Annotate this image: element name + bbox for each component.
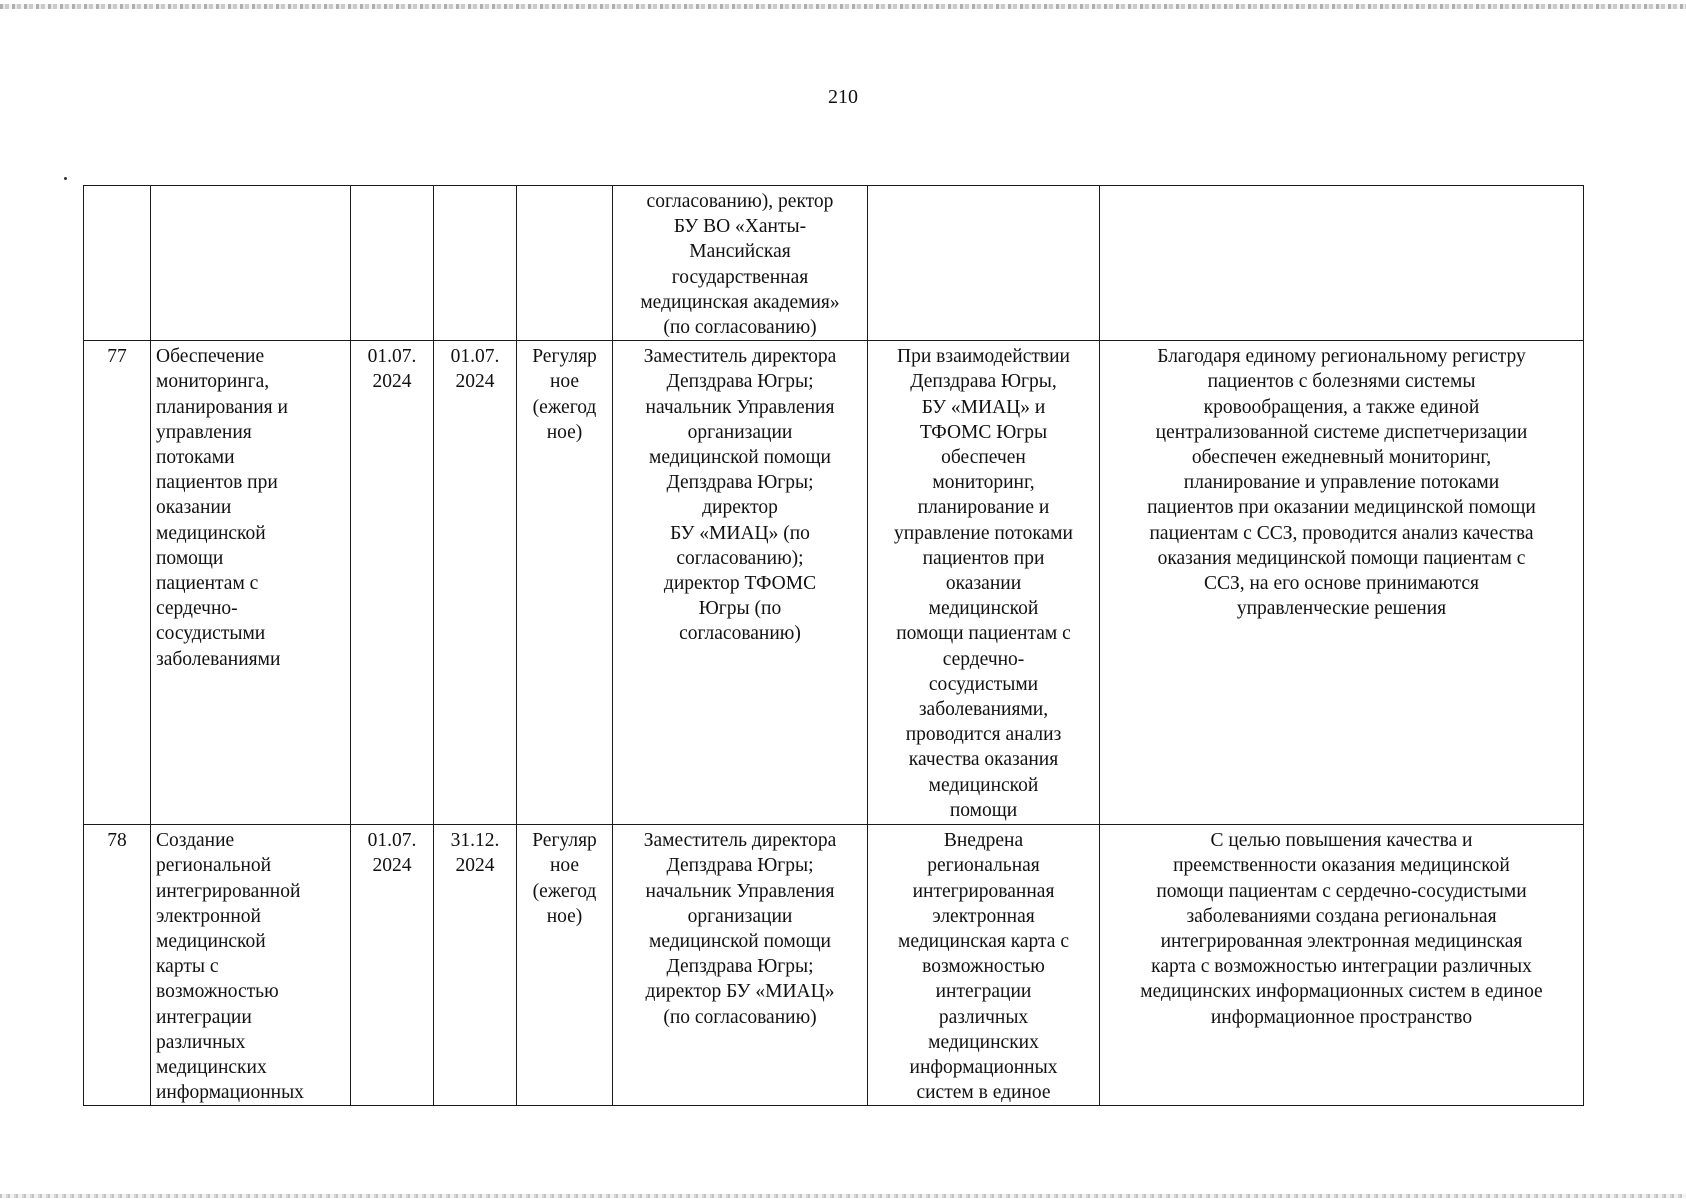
scan-speck bbox=[64, 177, 67, 180]
name-text-line: электронной bbox=[156, 905, 261, 927]
description-cell bbox=[1100, 825, 1584, 1106]
result-text-line: пациентов при bbox=[922, 547, 1045, 569]
result-text-line: Внедрена bbox=[943, 830, 1024, 852]
start-text-line: 01.07. bbox=[367, 830, 417, 852]
result-text-line: планирование и bbox=[917, 497, 1050, 519]
result-text-line: медицинской bbox=[928, 598, 1039, 620]
name-text-line: интегрированной bbox=[156, 880, 301, 902]
description-text-line: централизованной системе диспетчеризации bbox=[1155, 421, 1528, 443]
periodicity-text-line: (ежегод bbox=[532, 396, 597, 418]
name-text-line: планирования и bbox=[156, 396, 288, 418]
row-number: 78 bbox=[107, 830, 127, 852]
result-text-line: мониторинг, bbox=[932, 472, 1035, 494]
result-text-line: ТФОМС Югры bbox=[919, 421, 1048, 443]
name-text-line: пациентов при bbox=[156, 472, 278, 494]
description-text-line: пациентов с болезнями системы bbox=[1207, 371, 1476, 393]
result-text-line: Депздрава Югры, bbox=[910, 371, 1057, 393]
end-date-cell bbox=[434, 186, 517, 341]
result-text-line: БУ «МИАЦ» и bbox=[921, 396, 1046, 418]
activity-cell bbox=[151, 186, 351, 341]
description-text-line: интегрированная электронная медицинская bbox=[1160, 931, 1523, 953]
periodicity-text-line: ное bbox=[549, 371, 580, 393]
description-text-line: оказания медицинской помощи пациентам с bbox=[1157, 547, 1526, 569]
table-row bbox=[84, 341, 1584, 825]
responsible-text-line: Депздрава Югры; bbox=[666, 855, 814, 877]
name-text-line: заболеваниями bbox=[156, 648, 281, 670]
result-text-line: управление потоками bbox=[894, 522, 1073, 544]
end-text-line: 2024 bbox=[455, 855, 495, 877]
result-text-line: систем в единое bbox=[916, 1082, 1051, 1104]
row-number-cell bbox=[84, 186, 151, 341]
responsible-text-line: Заместитель директора bbox=[643, 830, 837, 852]
result-text-line: помощи bbox=[949, 799, 1018, 821]
name-text-line: медицинской bbox=[156, 931, 266, 953]
responsible-text-line: Заместитель директора bbox=[643, 346, 837, 368]
start-date-cell bbox=[351, 825, 434, 1106]
name-text-line: сосудистыми bbox=[156, 623, 266, 645]
result-cell bbox=[868, 186, 1100, 341]
result-text-line: оказании bbox=[945, 573, 1022, 595]
responsible-text-line: директор bbox=[702, 497, 778, 519]
responsible-text-line: Мансийская bbox=[689, 241, 791, 263]
result-text-line: региональная bbox=[927, 855, 1040, 877]
end-date-cell bbox=[434, 341, 517, 825]
name-text-line: интеграции bbox=[156, 1006, 252, 1028]
responsible-text-line: БУ ВО «Ханты- bbox=[673, 216, 807, 238]
result-cell bbox=[868, 341, 1100, 825]
responsible-text-line: (по согласованию) bbox=[663, 1006, 817, 1028]
responsible-text-line: Депздрава Югры; bbox=[666, 472, 814, 494]
row-number-cell bbox=[84, 341, 151, 825]
activity-cell bbox=[151, 341, 351, 825]
end-text-line: 2024 bbox=[455, 371, 495, 393]
responsible-cell bbox=[613, 341, 868, 825]
responsible-text-line: согласованию), ректор bbox=[646, 191, 834, 212]
responsible-cell bbox=[613, 186, 868, 341]
responsible-text-line: БУ «МИАЦ» (по bbox=[670, 522, 810, 544]
start-date-cell bbox=[351, 186, 434, 341]
name-text-line: медицинской bbox=[156, 522, 266, 544]
result-text-line: интеграции bbox=[935, 981, 1032, 1003]
periodicity-cell bbox=[517, 825, 613, 1106]
responsible-text-line: медицинская академия» bbox=[640, 291, 840, 313]
table-row bbox=[84, 825, 1584, 1106]
responsible-text-line: медицинской помощи bbox=[649, 447, 831, 469]
periodicity-cell bbox=[517, 186, 613, 341]
result-text-line: интегрированная bbox=[912, 880, 1055, 902]
result-text-line: проводится анализ bbox=[905, 724, 1062, 746]
responsible-text-line: директор ТФОМС bbox=[663, 573, 817, 595]
description-text-line: пациентов при оказании медицинской помощи bbox=[1147, 497, 1536, 519]
description-text-line: кровообращения, а также единой bbox=[1203, 396, 1480, 418]
name-text-line: возможностью bbox=[156, 981, 279, 1003]
responsible-text-line: организации bbox=[687, 905, 793, 927]
start-text-line: 2024 bbox=[372, 855, 412, 877]
result-text-line: заболеваниями, bbox=[918, 699, 1049, 721]
name-text-line: региональной bbox=[156, 855, 272, 877]
end-text-line: 31.12. bbox=[450, 830, 500, 852]
description-text-line: заболеваниями создана региональная bbox=[1186, 905, 1497, 927]
responsible-text-line: (по согласованию) bbox=[663, 317, 817, 339]
name-text-line: информационных bbox=[156, 1082, 304, 1104]
end-text-line: 01.07. bbox=[450, 346, 500, 368]
description-text-line: пациентам с ССЗ, проводится анализ качества bbox=[1149, 522, 1534, 544]
result-text-line: сердечно- bbox=[942, 648, 1025, 670]
end-date-cell bbox=[434, 825, 517, 1106]
name-text-line: карты с bbox=[156, 956, 219, 978]
activity-cell bbox=[151, 825, 351, 1106]
responsible-text-line: начальник Управления bbox=[645, 396, 835, 418]
periodicity-text-line: ное) bbox=[546, 421, 583, 443]
row-number-cell bbox=[84, 825, 151, 1106]
responsible-cell bbox=[613, 825, 868, 1106]
description-cell bbox=[1100, 341, 1584, 825]
description-text-line: управленческие решения bbox=[1236, 598, 1447, 620]
name-text-line: различных bbox=[156, 1031, 246, 1053]
name-text-line: сердечно- bbox=[156, 598, 238, 620]
result-text-line: качества оказания bbox=[908, 749, 1059, 771]
responsible-text-line: Депздрава Югры; bbox=[666, 371, 814, 393]
result-text-line: электронная bbox=[932, 905, 1035, 927]
start-text-line: 2024 bbox=[372, 371, 412, 393]
result-cell bbox=[868, 825, 1100, 1106]
responsible-text-line: начальник Управления bbox=[645, 880, 835, 902]
periodicity-text-line: (ежегод bbox=[532, 880, 597, 902]
description-text-line: ССЗ, на его основе принимаются bbox=[1203, 573, 1480, 595]
name-text-line: помощи bbox=[156, 547, 224, 569]
responsible-text-line: согласованию) bbox=[679, 623, 801, 645]
result-text-line: обеспечен bbox=[941, 447, 1026, 469]
result-text-line: При взаимодействии bbox=[897, 346, 1070, 368]
result-text-line: сосудистыми bbox=[928, 673, 1039, 695]
description-text-line: информационное пространство bbox=[1210, 1006, 1473, 1028]
name-text-line: Обеспечение bbox=[156, 346, 265, 368]
responsible-text-line: Депздрава Югры; bbox=[666, 956, 814, 978]
responsible-text-line: медицинской помощи bbox=[649, 931, 831, 953]
description-text-line: Благодаря единому региональному регистру bbox=[1157, 346, 1526, 368]
description-text-line: планирование и управление потоками bbox=[1183, 472, 1500, 494]
responsible-text-line: директор БУ «МИАЦ» bbox=[645, 981, 835, 1003]
scan-edge-top bbox=[0, 4, 1686, 9]
page-number: 210 bbox=[828, 86, 858, 108]
description-text-line: обеспечен ежедневный мониторинг, bbox=[1191, 447, 1492, 469]
periodicity-text-line: Регуляр bbox=[532, 346, 597, 368]
table-row bbox=[84, 186, 1584, 341]
result-text-line: возможностью bbox=[922, 956, 1045, 978]
result-text-line: медицинских bbox=[928, 1031, 1039, 1053]
responsible-text-line: организации bbox=[687, 421, 793, 443]
periodicity-text-line: ное bbox=[549, 855, 580, 877]
responsible-text-line: Югры (по bbox=[698, 598, 782, 620]
name-text-line: Создание bbox=[156, 830, 235, 852]
start-date-cell bbox=[351, 341, 434, 825]
periodicity-cell bbox=[517, 341, 613, 825]
result-text-line: различных bbox=[938, 1006, 1029, 1028]
periodicity-text-line: Регуляр bbox=[532, 830, 597, 852]
name-text-line: управления bbox=[156, 421, 252, 443]
description-text-line: преемственности оказания медицинской bbox=[1173, 855, 1510, 877]
scan-edge-bottom bbox=[0, 1194, 1686, 1198]
result-text-line: информационных bbox=[909, 1057, 1058, 1079]
name-text-line: пациентам с bbox=[156, 573, 259, 595]
description-cell bbox=[1100, 186, 1584, 341]
name-text-line: оказании bbox=[156, 497, 232, 519]
result-text-line: медицинская карта с bbox=[897, 931, 1069, 953]
description-text-line: медицинских информационных систем в единое bbox=[1140, 981, 1543, 1003]
name-text-line: потоками bbox=[156, 447, 235, 469]
start-text-line: 01.07. bbox=[367, 346, 417, 368]
responsible-text-line: согласованию); bbox=[676, 547, 804, 569]
description-text-line: С целью повышения качества и bbox=[1210, 830, 1473, 852]
periodicity-text-line: ное) bbox=[546, 905, 583, 927]
responsible-text-line: государственная bbox=[671, 266, 809, 288]
description-text-line: карта с возможностью интеграции различных bbox=[1151, 956, 1532, 978]
name-text-line: медицинских bbox=[156, 1057, 267, 1079]
description-text-line: помощи пациентам с сердечно-сосудистыми bbox=[1156, 880, 1527, 902]
result-text-line: помощи пациентам с bbox=[896, 623, 1071, 645]
name-text-line: мониторинга, bbox=[156, 371, 270, 393]
row-number: 77 bbox=[107, 346, 127, 368]
plan-table bbox=[83, 185, 1584, 1106]
result-text-line: медицинской bbox=[928, 774, 1039, 796]
